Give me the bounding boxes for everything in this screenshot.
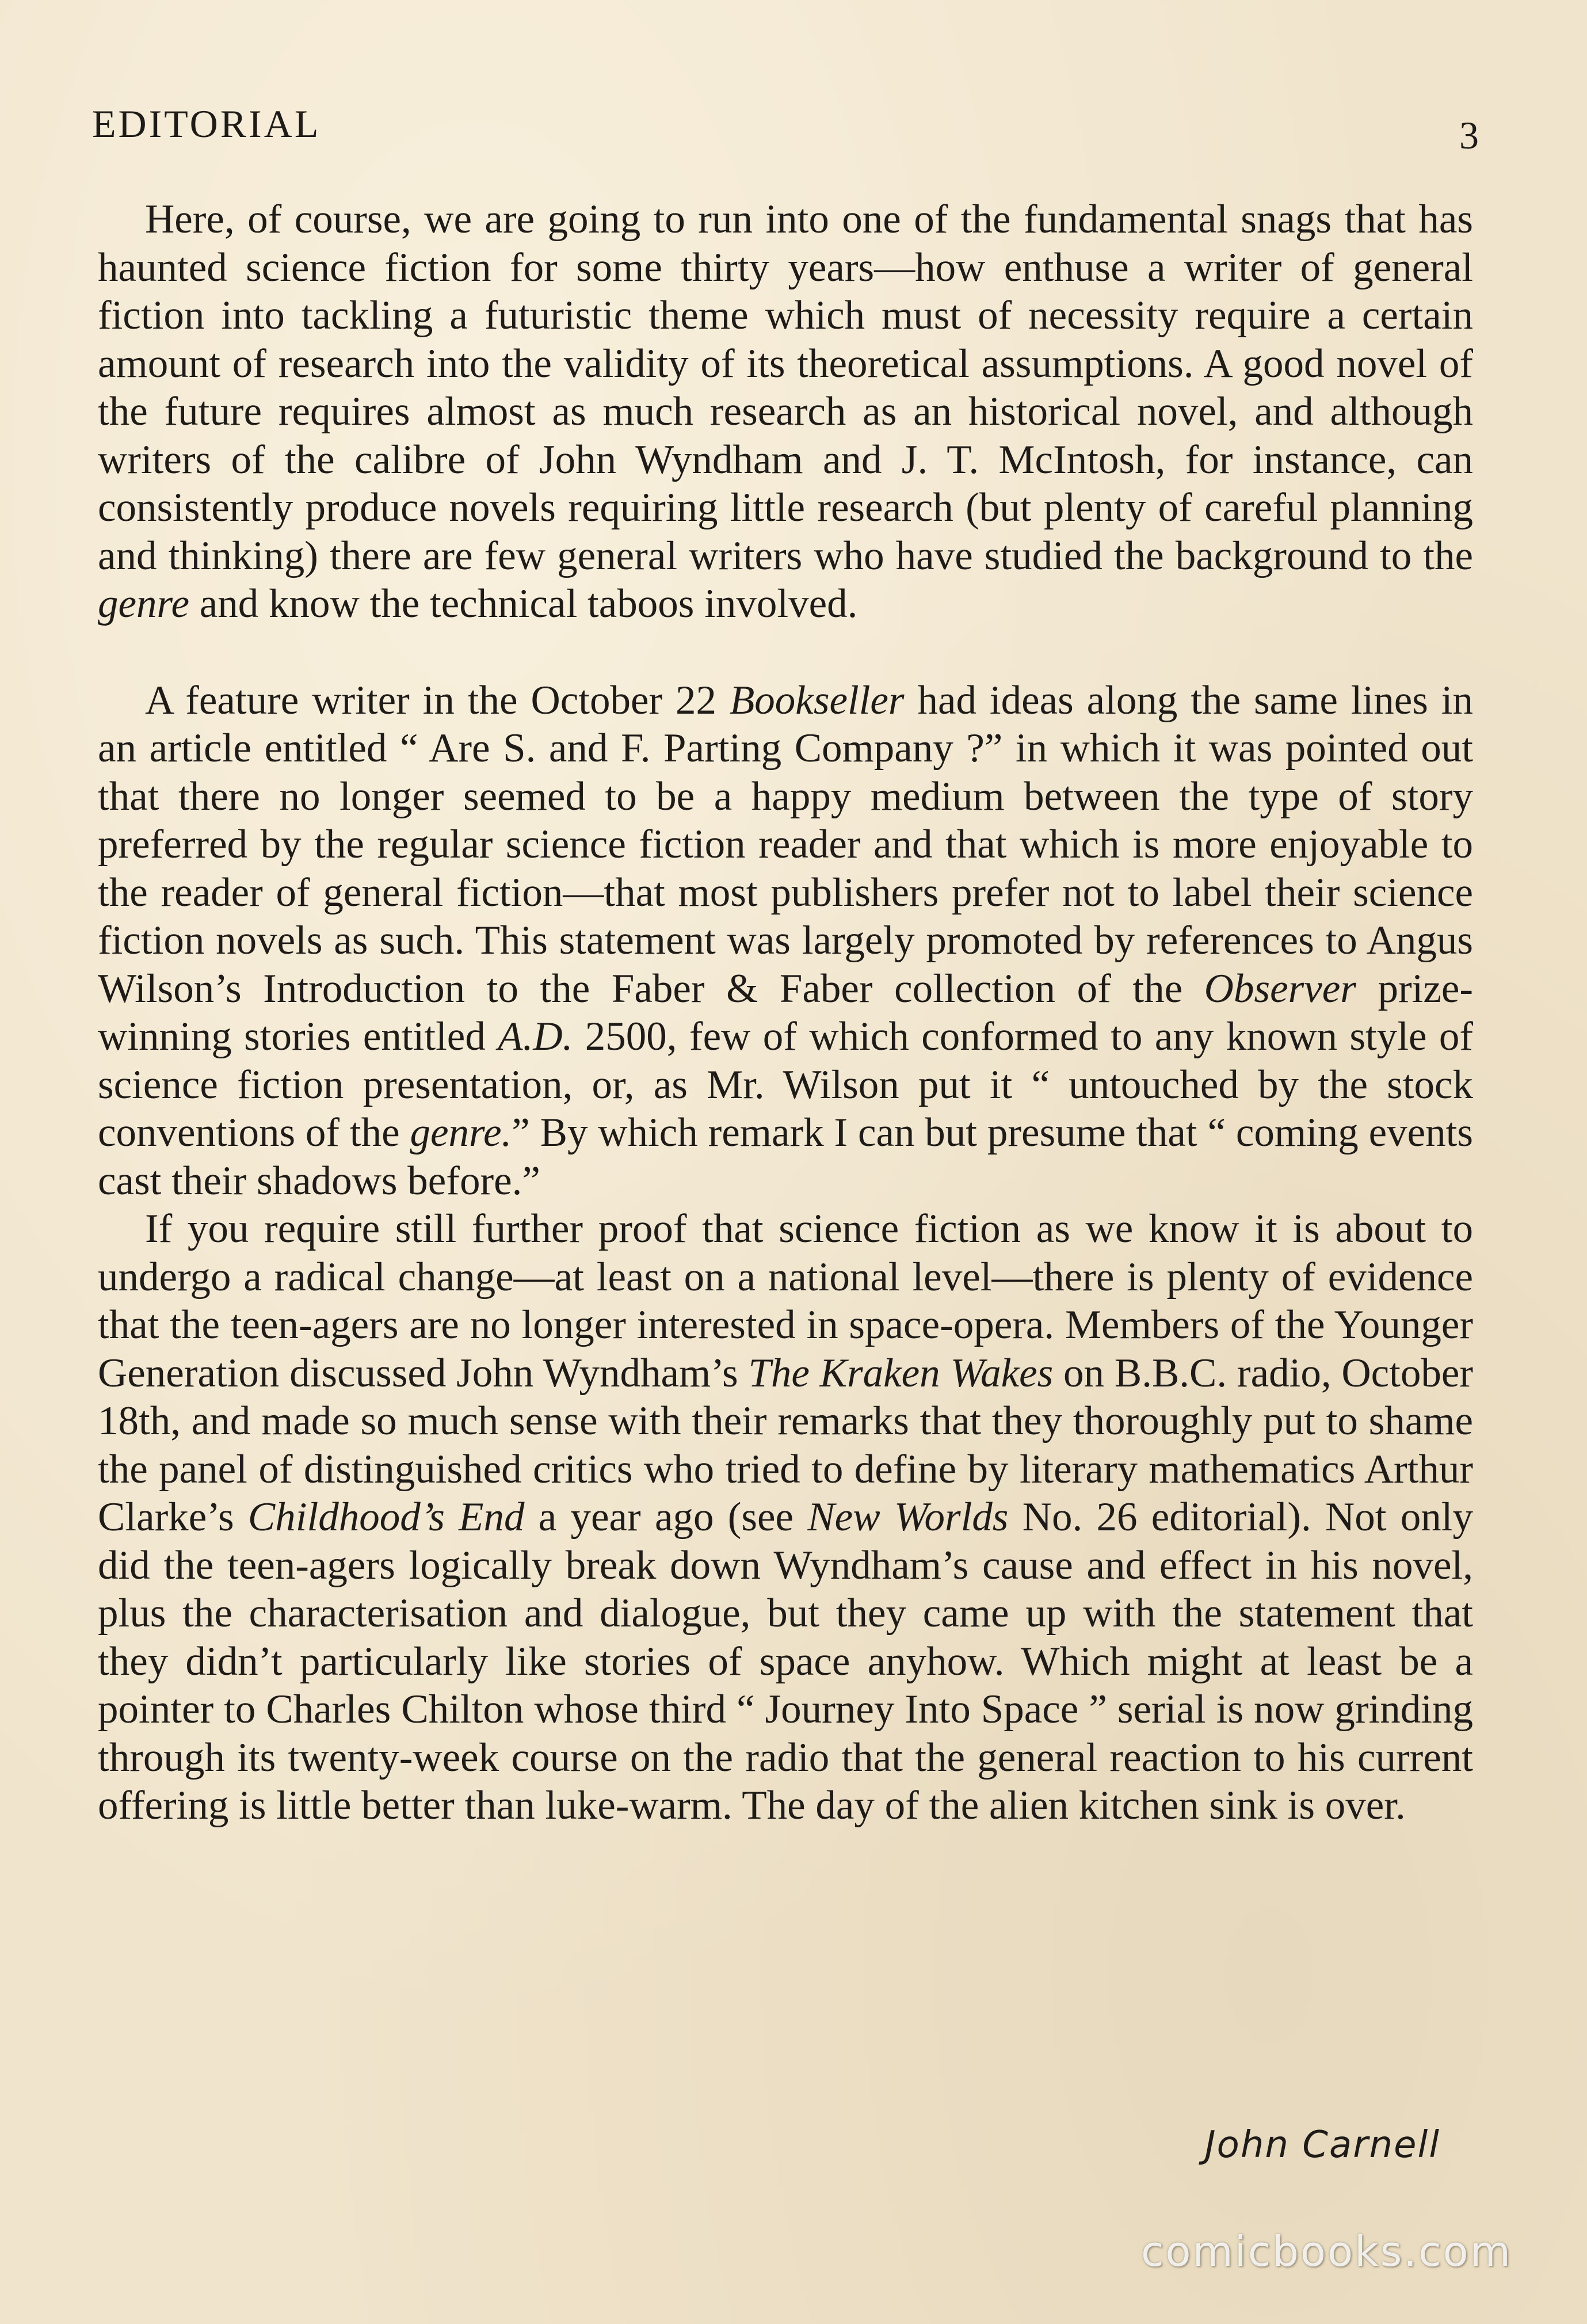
text-run: prize-winning stories entitled bbox=[98, 966, 1474, 1059]
text-run: ” By which remark I can but presume that “ coming events cast their shadows before.” bbox=[98, 1110, 1473, 1203]
italic-text: Bookseller bbox=[729, 677, 905, 723]
text-run: had ideas along the same lines in an article entitled “ Are S. and F. Parting Company ?” in which it was pointed out that there no longer seemed to be a happy medium between the type of story preferred by the regular science fiction reader and that which is more enjoyable to the reader of general fiction—that most publishers prefer not to label their science fiction novels as such. This statement was largely promoted by references to Angus Wilson’s Introduction to the Faber & Faber collection of the bbox=[98, 677, 1473, 1011]
paragraph bbox=[98, 677, 1473, 1206]
italic-text: genre. bbox=[410, 1110, 512, 1155]
italic-text: The Kraken Wakes bbox=[748, 1350, 1054, 1396]
page-header bbox=[92, 98, 1479, 161]
text-run: A feature writer in the October 22 bbox=[145, 677, 730, 723]
watermark: comicbooks.com bbox=[1140, 2227, 1512, 2276]
page-number: 3 bbox=[1459, 113, 1479, 157]
paragraph bbox=[98, 196, 1473, 628]
text-run: 2500, few of which conformed to any known style of science fiction presentation, or, as Mr. Wilson put it “ untouched by the stock conventions of the bbox=[98, 1014, 1473, 1155]
italic-text: Childhood’s End bbox=[247, 1495, 525, 1540]
text-run: Here, of course, we are going to run into one of the fundamental snags that has haunted science fiction for some thirty years—how enthuse a writer of general fiction into tackling a futuristic theme which must of necessity require a certain amount of research into the validity of its theoretical assumptions. A good novel of the future requires almost as much research as an historical novel, and although writers of the calibre of John Wyndham and J. T. McIntosh, for instance, can consistently produce novels requiring little research (but plenty of careful planning and thinking) there are few general writers who have studied the background to the bbox=[98, 197, 1473, 578]
paragraph bbox=[98, 1205, 1473, 1830]
text-run: If you require still further proof that science fiction as we know it is about to undergo a radical change—at least on a national level—there is plenty of evidence that the teen-agers are no longer interested in space-opera. Members of the Younger Generation discussed John Wyndham’s bbox=[98, 1206, 1473, 1396]
author-signature: John Carnell bbox=[1204, 2124, 1440, 2166]
text-run: a year ago (see bbox=[524, 1495, 808, 1540]
running-head: EDITORIAL bbox=[92, 102, 321, 146]
italic-text: A.D. bbox=[498, 1014, 573, 1059]
editorial-body bbox=[98, 196, 1473, 1830]
text-run: on B.B.C. radio, October 18th, and made so much sense with their remarks that they thoroughly put to shame the panel of distinguished critics who tried to define by literary mathematics Arthur Clarke’s bbox=[98, 1350, 1474, 1540]
italic-text: Observer bbox=[1204, 966, 1356, 1011]
text-run: No. 26 editorial). Not only did the teen-agers logically break down Wyndham’s cause and effect in his novel, plus the characterisation and dialogue, but they came up with the statement that they didn’t particularly like stories of space anyhow. Which might at least be a pointer to Charles Chilton whose third “ Journey Into Space ” serial is now grinding through its twenty-week course on the radio that the general reaction to his current offering is little better than luke-warm. The day of the alien kitchen sink is over. bbox=[98, 1495, 1474, 1828]
italic-text: New Worlds bbox=[807, 1495, 1009, 1540]
italic-text: genre bbox=[98, 581, 190, 626]
text-run: and know the technical taboos involved. bbox=[189, 581, 858, 626]
